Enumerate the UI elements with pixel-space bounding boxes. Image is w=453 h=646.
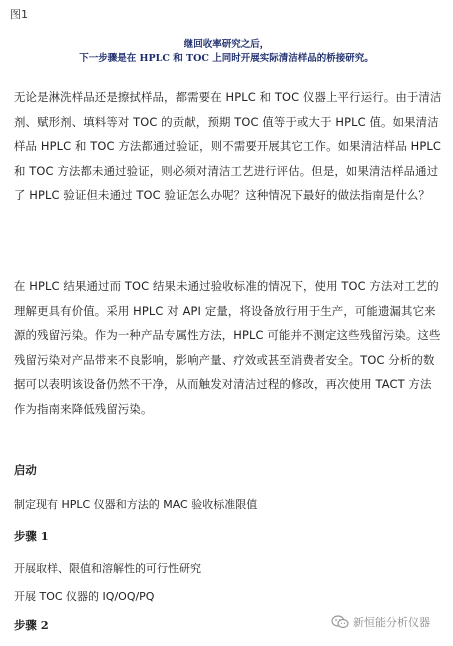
wechat-icon xyxy=(331,615,349,629)
caption-line-1: 继回收率研究之后， xyxy=(183,39,270,50)
paragraph-1: 无论是淋洗样品还是擦拭样品，都需要在 HPLC 和 TOC 仪器上平行运行。由于清洁剂、赋形剂、填料等对 TOC 的贡献，预期 TOC 值等于或大于 HPLC 值。如果清洁样品 HPLC 和 TOC 方法都通过验证，则不需要开展其它工作。如果清洁样品 HPLC 和 TOC 方法都未通过验证，则必须对清洁工艺进行评估。但是，如果清洁样品通过了 HPLC 验证但未通过 TOC 验证怎么办呢？这种情况下最好的做法指南是什么？ xyxy=(14,90,442,203)
figure-caption xyxy=(0,38,453,66)
caption-line-2: 下一步骤是在 HPLC 和 TOC 上同时开展实际清洁样品的桥接研究。 xyxy=(79,53,374,64)
watermark xyxy=(331,614,430,630)
start-item: 制定现有 HPLC 仪器和方法的 MAC 验收标准限值 xyxy=(14,498,258,511)
start-heading: 启动 xyxy=(14,463,37,477)
figure-label: 图1 xyxy=(10,8,28,21)
step1-item-1: 开展取样、限值和溶解性的可行性研究 xyxy=(14,562,201,575)
step1-heading: 步骤 1 xyxy=(14,529,49,543)
paragraph-2: 在 HPLC 结果通过而 TOC 结果未通过验收标准的情况下，使用 TOC 方法对工艺的理解更具有价值。采用 HPLC 对 API 定量，将设备放行用于生产，可能遗漏其它来源的残留污染。作为一种产品专属性方法，HPLC 可能并不测定这些残留污染。这些残留污染对产品带来不良影响，影响产量、疗效或甚至消费者安全。TOC 分析的数据可以表明该设备仍然不干净，从而触发对清洁过程的修改，再次使用 TACT 方法作为指南来降低残留污染。 xyxy=(14,279,441,416)
step1-item-2: 开展 TOC 仪器的 IQ/OQ/PQ xyxy=(14,590,155,603)
watermark-text: 新恒能分析仪器 xyxy=(353,616,430,629)
step2-heading: 步骤 2 xyxy=(14,618,49,632)
